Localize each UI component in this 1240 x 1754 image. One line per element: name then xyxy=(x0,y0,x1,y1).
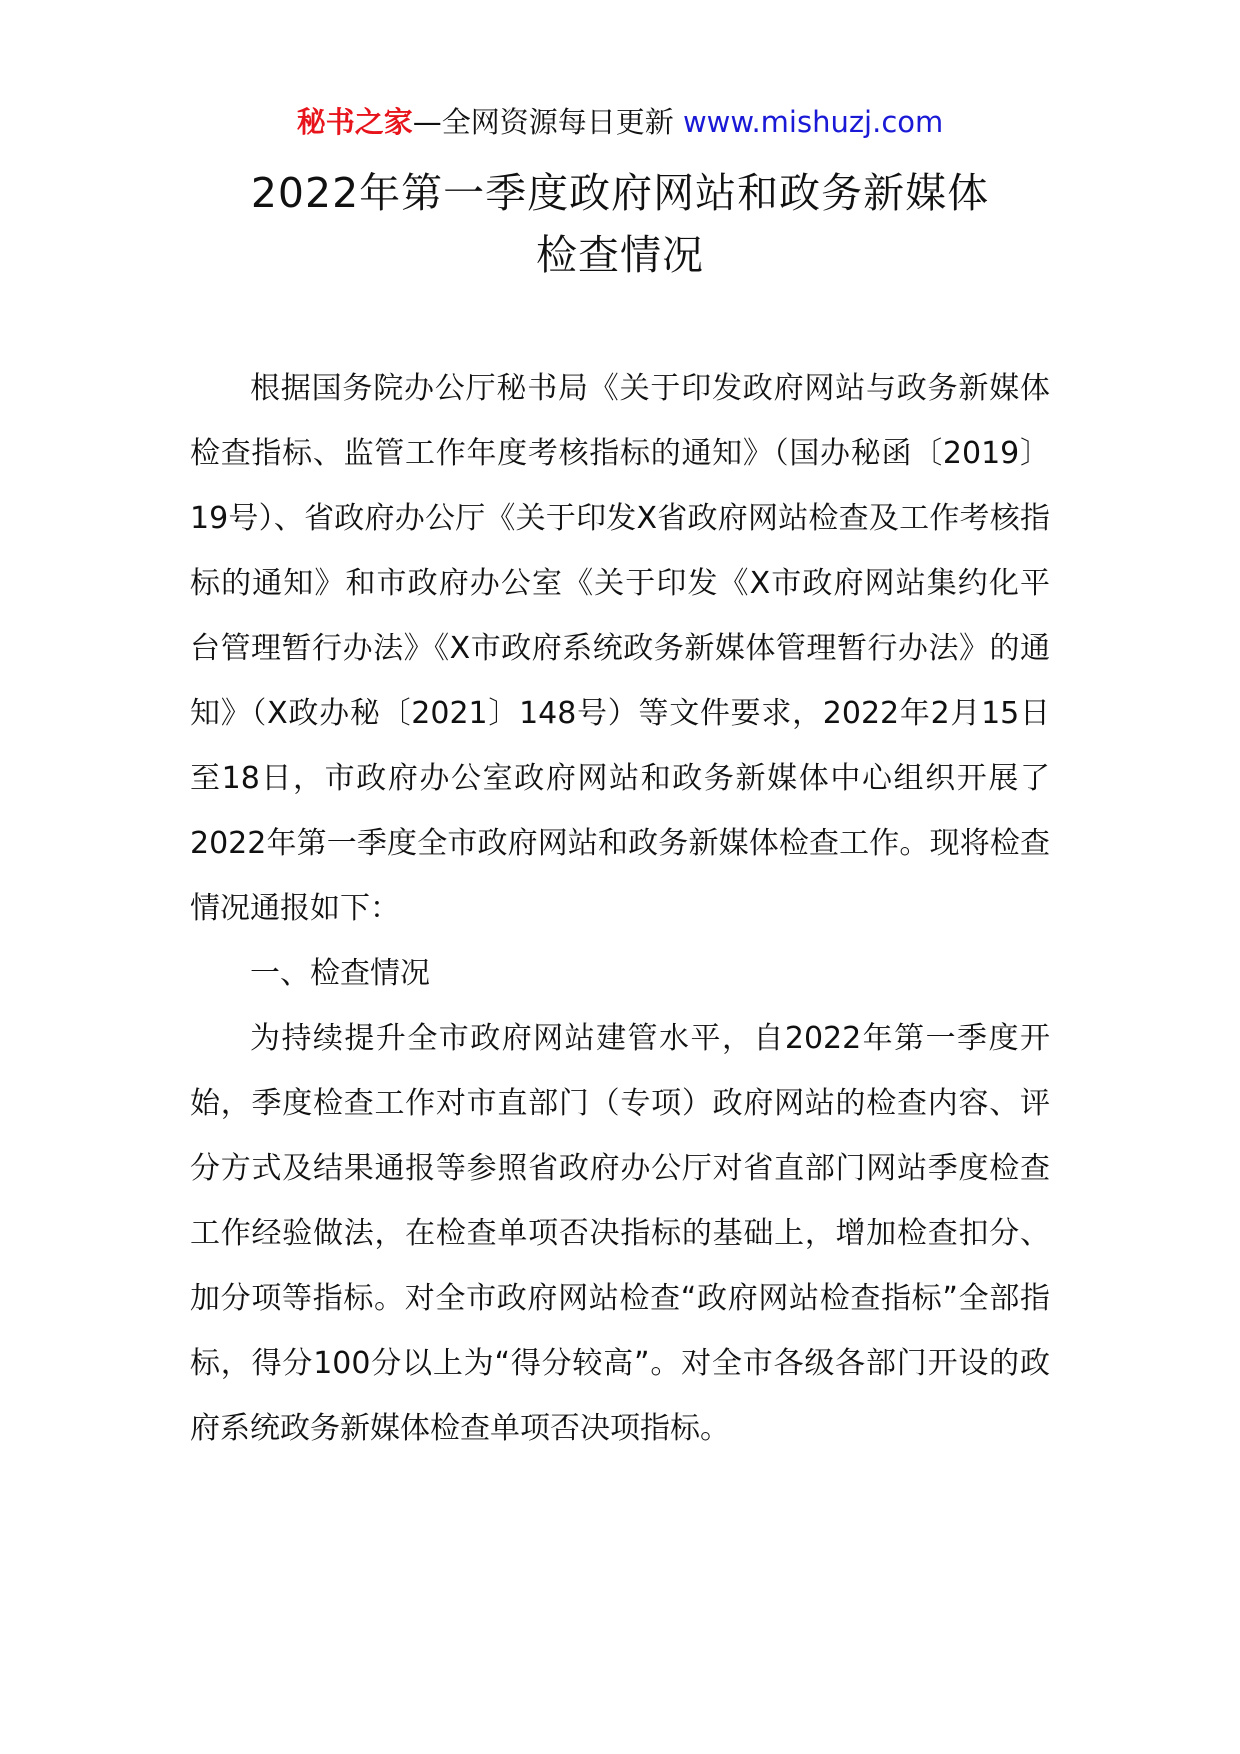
title-line-1: 2022年第一季度政府网站和政务新媒体 xyxy=(250,169,990,217)
banner-tagline: —全网资源每日更新 xyxy=(412,105,674,139)
section-heading: 一、检查情况 xyxy=(250,956,430,991)
document-body xyxy=(190,356,1050,1461)
website-link[interactable]: www.mishuzj.com xyxy=(682,105,944,139)
header-banner xyxy=(0,102,1240,142)
document-title xyxy=(0,162,1240,286)
intro-paragraph: 根据国务院办公厅秘书局《关于印发政府网站与政务新媒体检查指标、监管工作年度考核指标的通知》（国办秘函〔2019〕19号）、省政府办公厅《关于印发X省政府网站检查及工作考核指标的通知》和市政府办公室《关于印发《X市政府网站集约化平台管理暂行办法》《X市政府系统政务新媒体管理暂行办法》的通知》（X政办秘〔2021〕148号）等文件要求，2022年2月15日至18日，市政府办公室政府网站和政务新媒体中心组织开展了2022年第一季度全市政府网站和政务新媒体检查工作。现将检查情况通报如下： xyxy=(190,371,1050,926)
brand-name: 秘书之家 xyxy=(296,105,413,139)
section-paragraph: 为持续提升全市政府网站建管水平，自2022年第一季度开始，季度检查工作对市直部门（专项）政府网站的检查内容、评分方式及结果通报等参照省政府办公厅对省直部门网站季度检查工作经验做法，在检查单项否决指标的基础上，增加检查扣分、加分项等指标。对全市政府网站检查“政府网站检查指标”全部指标，得分100分以上为“得分较高”。对全市各级各部门开设的政府系统政务新媒体检查单项否决项指标。 xyxy=(190,1021,1050,1446)
title-line-2: 检查情况 xyxy=(536,231,704,279)
